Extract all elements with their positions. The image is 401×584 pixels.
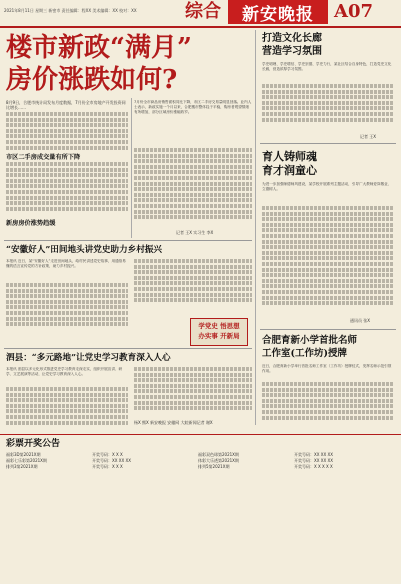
middle-body: 本报讯 近日，某“安徽好人”走进田间地头，给村民讲述党史故事，用通俗易懂的语言宣传党的方针政策，助力乡村振兴。 (6, 259, 126, 269)
lottery-cell: 开奖号码：XX XX XX (294, 452, 333, 457)
lottery-cell: 开奖号码：XX XX XX (92, 458, 131, 463)
lottery-cell: 体彩大乐透第2021X期 (198, 458, 239, 463)
right-headline-1: 打造文化长廊 (262, 33, 322, 44)
brand-logo-text: 新安晚报 (242, 4, 314, 25)
lead-body-column-2 (134, 148, 252, 232)
lower-body: 本报讯 泗县以多元化形式推进党史学习教育走深走实，组织开展宣讲、研学、文艺展演等活动，让党史学习教育深入人心。 (6, 367, 123, 377)
right-divider-2 (260, 329, 396, 330)
callout-slogan-2: 办实事 开新局 (198, 332, 240, 340)
lower-headline: 泗县：“多元路地”让党史学习教育深入人心 (6, 353, 171, 363)
callout-box (190, 318, 248, 346)
lottery-cell: 开奖号码：XX XX XX (294, 458, 333, 463)
right-headline-2: 营造学习氛围 (262, 46, 322, 57)
right-column-divider (255, 30, 256, 425)
lower-divider-top (4, 348, 252, 349)
page-header (0, 0, 401, 28)
right-body-1: 学史明理、学史增信、学史崇德、学史力行，某社区结合自身特色，打造党史文化长廊，营造浓厚学习氛围。 (262, 62, 392, 72)
middle-body-filler-2 (134, 259, 252, 309)
lottery-cell: 福彩双色球第2021X期 (198, 452, 239, 457)
right-body-1-filler (262, 84, 394, 136)
middle-headline: “安徽好人”田间地头讲党史助力乡村振兴 (6, 245, 162, 255)
lead-body: 7月份全市商品房销售面积同比下降，市区二手房交易量明显回落。业内人士表示，新政实施一个月以来，合肥楼市整体趋于平稳，购房者观望情绪有所增加，部分区域房价涨幅收窄。 (134, 100, 252, 115)
right-body-3-filler (262, 382, 394, 422)
right-credit-1: 记者 王X (360, 134, 377, 139)
brand-logo (228, 0, 328, 24)
right-divider-1 (260, 143, 396, 144)
middle-divider-top (4, 240, 252, 241)
right-headline-5: 合肥育新小学首批名师 (262, 335, 358, 346)
lead-subhead-1: 市区二手房成交量有所下降 (6, 154, 81, 161)
lottery-table (6, 452, 396, 470)
callout-slogan-1: 学党史 悟思想 (198, 322, 240, 330)
lottery-rule (0, 434, 401, 435)
lower-byline: 杨X 熊X 新安晚报 安徽网 大皖新闻记者 谢X (134, 420, 213, 425)
lead-byline: 记者 王X 实习生 李X (176, 230, 214, 235)
lottery-cell: 开奖号码：X X X (92, 452, 123, 457)
header-rule (0, 26, 401, 28)
lead-body-column-1 (6, 112, 128, 152)
right-body-2: 为进一步加强师德师风建设，某学校开展系列主题活动，引导广大教师爱岗敬业、立德树人。 (262, 182, 392, 192)
right-credit-2: 通讯员 张X (350, 318, 371, 323)
section-label: 综合 (185, 1, 221, 22)
page-number: A07 (334, 1, 374, 22)
lower-body-filler-2 (134, 367, 252, 417)
right-headline-4: 育才润童心 (262, 164, 317, 177)
lottery-cell: 开奖号码：X X X (92, 464, 123, 469)
lottery-row (6, 464, 396, 470)
lottery-title: 彩票开奖公告 (6, 439, 61, 449)
lottery-cell: 福彩3D第2021X期 (6, 452, 41, 457)
lead-column-divider (131, 98, 132, 238)
lead-body-column-1b (6, 162, 128, 216)
lead-headline-2: 房价涨跌如何? (6, 65, 178, 95)
lower-body-filler-1 (6, 387, 128, 431)
lead-headline-1: 楼市新政“满月” (6, 33, 192, 63)
lottery-cell: 福彩七乐彩第2021X期 (6, 458, 47, 463)
right-body-3: 近日，合肥育新小学举行首批名师工作室（工作坊）授牌仪式，发挥名师示范引领作用。 (262, 364, 392, 374)
right-headline-3: 育人铸师魂 (262, 150, 317, 163)
lottery-cell: 排列5第2021X期 (198, 464, 230, 469)
lottery-cell: 排列3第2021X期 (6, 464, 38, 469)
lead-dateline: 8月9日，合肥市统计局发布月度数据，7月份全市房地产开发投资同比增长…… (6, 100, 126, 111)
right-headline-6: 工作室(工作坊)授牌 (262, 348, 347, 359)
right-body-2-filler (262, 206, 394, 318)
header-meta: 2021年8月11日 星期三 新密市 责任编辑：程XX 美术编辑：XX 校对：XX (4, 8, 137, 13)
lead-subhead-2: 新房房价涨势趋缓 (6, 220, 56, 227)
lottery-cell: 开奖号码：X X X X X (294, 464, 333, 469)
middle-body-filler-1 (6, 283, 128, 335)
